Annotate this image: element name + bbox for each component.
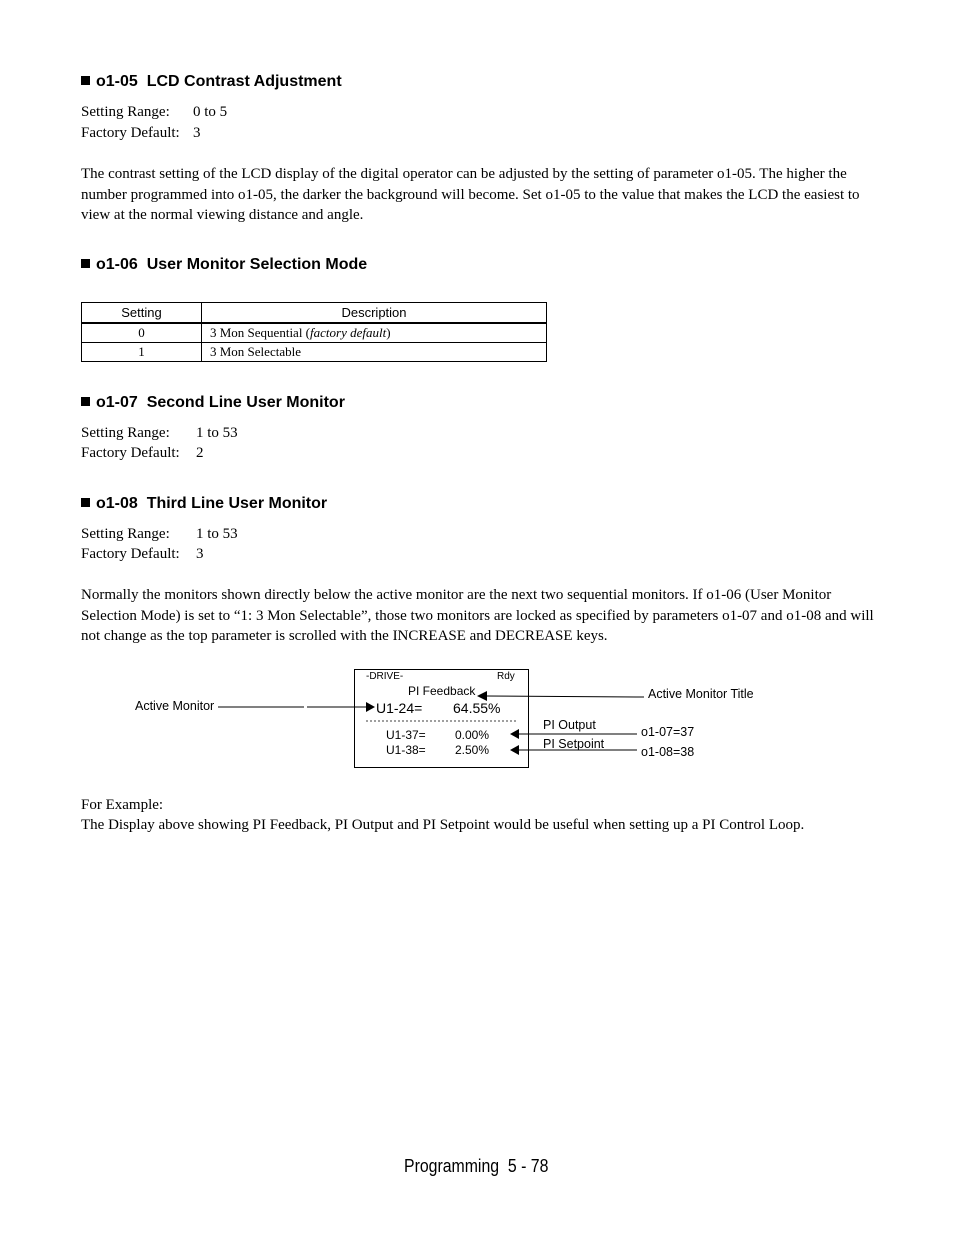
lcd-line3-param: U1-38= [386, 743, 426, 757]
lcd-line2-param: U1-37= [386, 728, 426, 742]
page-footer: Programming 5 - 78 [404, 1156, 549, 1176]
lcd-status-text: Rdy [497, 671, 515, 682]
label-pi-output: PI Output [543, 718, 596, 732]
label-o1-07-setting: o1-07=37 [641, 725, 695, 739]
section-heading-o1-07: o1-07 Second Line User Monitor [81, 394, 345, 412]
setting-range-row: Setting Range: 1 to 53 [81, 526, 238, 542]
factory-default-row: Factory Default: 3 [81, 546, 204, 562]
table-cell-description: 3 Mon Sequential (factory default) [202, 323, 547, 343]
section-heading-o1-06: o1-06 User Monitor Selection Mode [81, 256, 367, 274]
section-heading-o1-08: o1-08 Third Line User Monitor [81, 495, 327, 513]
lcd-monitor-title: PI Feedback [408, 684, 476, 698]
label-active-monitor: Active Monitor [135, 699, 215, 713]
arrow-left-icon [477, 691, 487, 701]
lcd-line3-value: 2.50% [455, 743, 490, 757]
lcd-line2-value: 0.00% [455, 728, 490, 742]
setting-range-row: Setting Range: 0 to 5 [81, 104, 228, 120]
factory-default-row: Factory Default: 3 [81, 125, 201, 141]
arrow-left-icon [510, 745, 519, 755]
table-cell-setting: 0 [82, 323, 202, 343]
factory-default-row: Factory Default: 2 [81, 445, 204, 461]
example-heading: For Example: [81, 797, 164, 813]
table-cell-description: 3 Mon Selectable [202, 343, 547, 362]
table-cell-setting: 1 [82, 343, 202, 362]
lcd-active-param: U1-24= [376, 700, 423, 716]
lcd-mode-text: -DRIVE- [366, 671, 404, 682]
lcd-active-value: 64.55% [453, 700, 501, 716]
label-active-monitor-title: Active Monitor Title [648, 687, 754, 701]
paragraph-o1-05: The contrast setting of the LCD display of the digital operator can be adjusted by the setting of parameter o1-05. The higher the number programmed into o1-05, the darker the background will become. Set o1-05 to the value that makes the LCD the easiest to view at the normal viewing distance and angle. [81, 166, 860, 223]
table-header-cell: Setting [82, 303, 202, 324]
setting-range-row: Setting Range: 1 to 53 [81, 425, 238, 441]
paragraph-o1-08: Normally the monitors shown directly below the active monitor are the next two sequential monitors. If o1-06 (User Monitor Selection Mode) is set to “1: 3 Mon Selectable”, those two monitors are locked as specified by parameters o1-07 and o1-08 and will not change as the top parameter is scrolled with the INCREASE and DECREASE keys. [81, 587, 874, 644]
title-leader-line [486, 696, 644, 697]
example-text: The Display above showing PI Feedback, PI Output and PI Setpoint would be useful when setting up a PI Control Loop. [81, 817, 805, 833]
label-o1-08-setting: o1-08=38 [641, 745, 695, 759]
label-pi-setpoint: PI Setpoint [543, 737, 605, 751]
table-header-cell: Description [202, 303, 547, 324]
section-heading-o1-05: o1-05 LCD Contrast Adjustment [81, 73, 342, 91]
arrow-left-icon [510, 729, 519, 739]
arrow-right-icon [366, 702, 375, 712]
